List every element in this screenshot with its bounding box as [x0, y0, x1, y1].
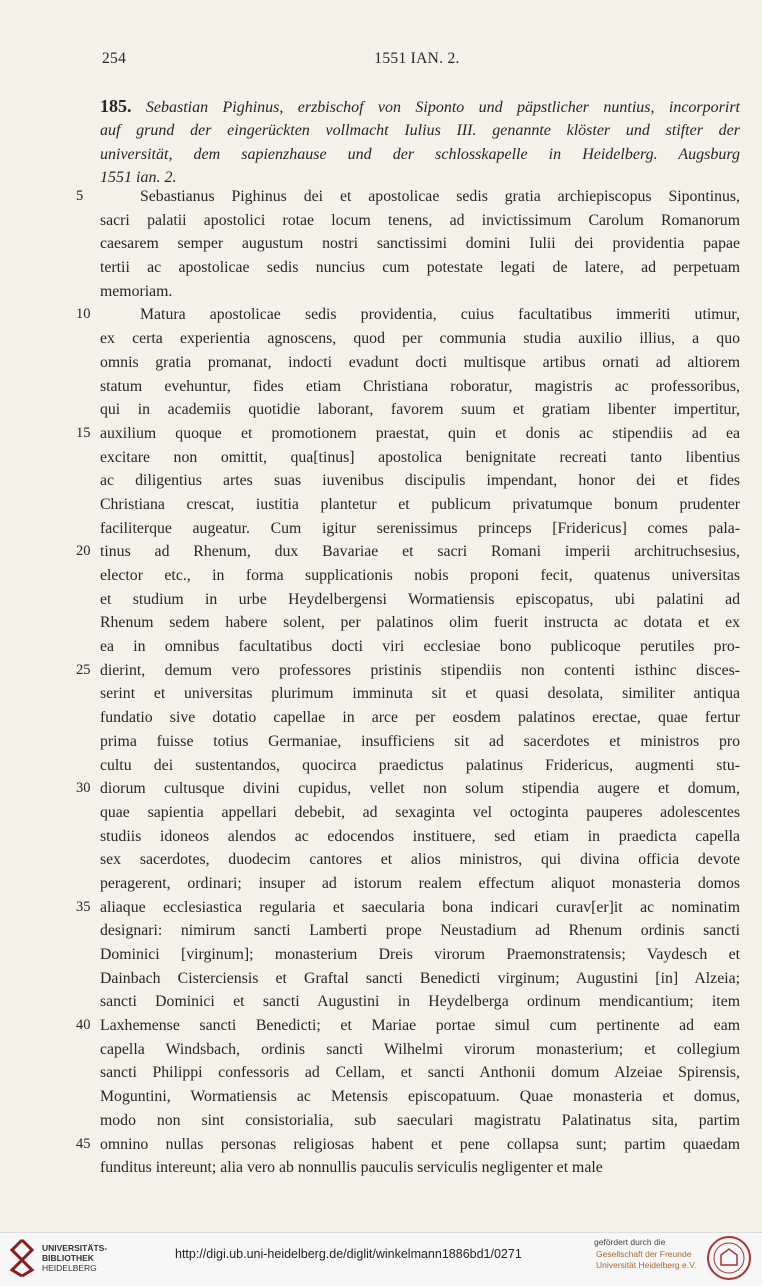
- text-line: [88, 801, 740, 825]
- line-text: elector etc., in forma supplicationis nobis proponi fecit, quatenus universitas: [100, 567, 740, 584]
- line-text: Moguntini, Wormatiensis ac Metensis episcopatuum. Quae monasteria et domus,: [100, 1088, 740, 1106]
- text-line: [76, 777, 740, 801]
- line-number: 5: [76, 188, 84, 204]
- text-line: [76, 185, 740, 209]
- text-line: [88, 730, 740, 754]
- text-line: [88, 682, 740, 706]
- line-number: 35: [76, 898, 91, 915]
- heading-line: universität, dem sapienzhause und der schlosskapelle in Heidelberg. Augsburg: [100, 145, 740, 163]
- line-text: funditus intereunt; alia vero ab nonnullis pauculis serviculis negligenter et male: [100, 1159, 603, 1177]
- text-line: [88, 706, 740, 730]
- line-text: et studium in urbe Heydelbergensi Wormatiensis episcopatus, ubi palatini ad: [100, 590, 740, 608]
- line-text: sancti Dominici et sancti Augustini in Heydelberga ordinum mendicantium; item: [100, 993, 740, 1011]
- line-text: tinus ad Rhenum, dux Bavariae et sacri Romani imperii architruchsesius,: [100, 543, 740, 561]
- sponsor-name-line: Universität Heidelberg e.V.: [596, 1260, 697, 1270]
- text-line: [76, 303, 740, 327]
- text-line: [88, 588, 740, 612]
- text-line: [76, 659, 740, 683]
- sponsor-label: gefördert durch die: [594, 1237, 666, 1247]
- text-line: [88, 611, 740, 635]
- text-line: [88, 493, 740, 517]
- line-text: designari: nimirum sancti Lamberti prope Neustadium ad Rhenum ordinis sancti: [100, 922, 740, 940]
- line-text: sancti Philippi confessoris ad Cellam, et sancti Anthonii domum Alzeiae Spirensis,: [100, 1064, 740, 1082]
- text-line: [88, 564, 740, 588]
- text-line: [88, 517, 740, 541]
- heading-line: 1551 ian. 2.: [100, 168, 177, 186]
- text-line: [88, 351, 740, 375]
- line-number: 15: [76, 424, 91, 441]
- line-text: Sebastianus Pighinus dei et apostolicae sedis gratia archiepiscopus Sipontinus,: [140, 188, 740, 205]
- line-text: quae sapientia appellari debebit, ad sexaginta vel octoginta pauperes adolescentes: [100, 803, 740, 821]
- line-text: prima fuisse totius Germaniae, insufficiens sit ad sacerdotes et ministros pro: [100, 732, 740, 750]
- text-line: [88, 1085, 740, 1109]
- line-text: Dominici [virginum]; monasterium Dreis virorum Praemonstratensis; Vaydesch et: [100, 946, 740, 963]
- line-number: 10: [76, 306, 91, 323]
- text-line: [88, 327, 740, 351]
- text-line: [76, 1014, 740, 1038]
- sponsor-name-line: Gesellschaft der Freunde: [596, 1249, 692, 1259]
- sponsor-seal-icon: [706, 1235, 752, 1281]
- line-text: excitare non omittit, qua[tinus] apostolica benignitate recreati tanto libentius: [100, 448, 740, 466]
- library-name-line: HEIDELBERG: [42, 1263, 97, 1273]
- line-text: ea in omnibus facultatibus docti viri ecclesiae bono publicoque perutiles pro-: [100, 638, 740, 656]
- line-text: fundatio sive dotatio capellae in arce per eosdem palatinos erectae, quae fertur: [100, 709, 740, 727]
- text-line: [76, 422, 740, 446]
- text-line: [88, 825, 740, 849]
- text-line: [88, 232, 740, 256]
- document-number: 185.: [100, 96, 132, 116]
- text-line: [88, 469, 740, 493]
- text-line: [88, 990, 740, 1014]
- heading-line: auf grund der eingerückten vollmacht Iulius III. genannte klöster und stifter der: [100, 122, 740, 140]
- line-text: auxilium quoque et promotionem praestat, quin et donis ac stipendiis ad ea: [100, 424, 740, 442]
- line-text: cultu dei sustentandos, quocirca praedictus palatinus Fridericus, augmenti stu-: [100, 756, 740, 774]
- text-line: [76, 1133, 740, 1157]
- text-line: [88, 1038, 740, 1062]
- line-text: peragerent, ordinari; insuper ad istorum realem effectum aliquot monasteria domos: [100, 874, 740, 892]
- line-text: statum evehuntur, fides etiam Christiana roboratur, magistris ac professoribus,: [100, 377, 740, 395]
- line-text: Laxhemense sancti Benedicti; et Mariae portae simul cum pertinente ad eam: [100, 1017, 740, 1035]
- text-line: [88, 1061, 740, 1085]
- text-line: [76, 896, 740, 920]
- document-heading: [100, 95, 740, 189]
- text-line: [88, 635, 740, 659]
- heading-line: [100, 95, 740, 119]
- text-line: [76, 540, 740, 564]
- line-number: 20: [76, 543, 91, 560]
- running-head: 1551 IAN. 2.: [374, 50, 460, 67]
- line-text: aliaque ecclesiastica regularia et saecularia bona indicari curav[er]it ac nominatim: [100, 898, 740, 916]
- line-text: serint et universitas plurimum imminuta sit et quasi desolata, similiter antiqua: [100, 685, 740, 703]
- line-text: faciliterque augeatur. Cum igitur serenissimus princeps [Fridericus] comes pala-: [100, 519, 740, 537]
- line-text: Christiana crescat, iustitia plantetur et publicum privatumque bonum prudenter: [100, 495, 740, 513]
- line-text: Matura apostolicae sedis providentia, cuius facultatibus immeriti utimur,: [140, 306, 740, 324]
- line-text: caesarem semper augustum nostri sanctissimi domini Iulii dei providentia papae: [100, 235, 740, 253]
- body-text: [76, 185, 740, 1180]
- sponsor-name: [596, 1249, 696, 1271]
- library-name-line: BIBLIOTHEK: [42, 1253, 94, 1263]
- line-text: Dainbach Cisterciensis et Graftal sancti Benedicti virginum; Augustini [in] Alzeia;: [100, 969, 740, 987]
- text-line: [88, 256, 740, 280]
- text-line: [88, 943, 740, 967]
- heading-text: Sebastian Pighinus, erzbischof von Siponto und päpstlicher nuntius, incorporirt: [145, 99, 741, 116]
- line-text: capella Windsbach, ordinis sancti Wilhelmi virorum monasterium; et collegium: [100, 1040, 740, 1058]
- text-line: [88, 754, 740, 778]
- text-line: [88, 375, 740, 399]
- line-number: 25: [76, 661, 91, 678]
- library-name: [42, 1243, 107, 1273]
- text-line: [88, 1109, 740, 1133]
- line-text: omnis gratia promanat, indocti evadunt docti multisque artibus ornati ad altiorem: [100, 353, 740, 371]
- line-text: ac diligentius artes suas iuvenibus discipulis impendant, honor dei et fides: [100, 472, 740, 490]
- text-line: [88, 209, 740, 233]
- page-number: 254: [102, 50, 127, 67]
- text-line: [88, 919, 740, 943]
- text-line: [88, 398, 740, 422]
- text-line: [88, 872, 740, 896]
- text-line: [88, 848, 740, 872]
- permalink[interactable]: http://digi.ub.uni-heidelberg.de/diglit/winkelmann1886bd1/0271: [175, 1247, 522, 1261]
- page-header: [102, 50, 732, 74]
- line-text: sex sacerdotes, duodecim cantores et alios ministros, qui divina officia devote: [100, 851, 740, 869]
- line-text: dierint, demum vero professores pristinis stipendiis non contenti isthinc disces-: [100, 661, 740, 679]
- line-text: tertii ac apostolicae sedis nuncius cum potestate legati de latere, ad perpetuam: [100, 259, 740, 277]
- line-number: 30: [76, 780, 91, 797]
- text-line: [88, 967, 740, 991]
- line-text: Rhenum sedem habere solent, per palatinos olim fuerit instructa ac dotata et ex: [100, 614, 740, 632]
- line-text: diorum cultusque divini cupidus, vellet non solum stipendia augere et domum,: [100, 780, 740, 798]
- library-name-line: UNIVERSITÄTS-: [42, 1243, 108, 1253]
- text-line: [88, 446, 740, 470]
- line-text: omnino nullas personas religiosas habent et pene collapsa sunt; partim quaedam: [100, 1135, 740, 1153]
- text-line: [88, 280, 740, 304]
- text-line: [88, 1156, 740, 1180]
- line-text: memoriam.: [100, 282, 173, 300]
- line-text: ex certa experientia agnoscens, quod per communia studia auxilio illius, a quo: [100, 330, 740, 348]
- line-number: 45: [76, 1135, 91, 1152]
- line-text: sacri palatii apostolici rotae locum tenens, ad invictissimum Carolum Romanorum: [100, 211, 740, 229]
- line-number: 40: [76, 1017, 91, 1034]
- line-text: modo non sint consistorialia, sub saeculari magistratu Palatinatus sita, partim: [100, 1111, 740, 1129]
- library-logo-icon: [8, 1238, 36, 1278]
- line-text: qui in academiis quotidie laborant, favorem suum et gratiam libenter impertitur,: [100, 401, 740, 419]
- line-text: studiis idoneos alendos ac edocendos instituere, sed etiam in praedicta capella: [100, 827, 740, 845]
